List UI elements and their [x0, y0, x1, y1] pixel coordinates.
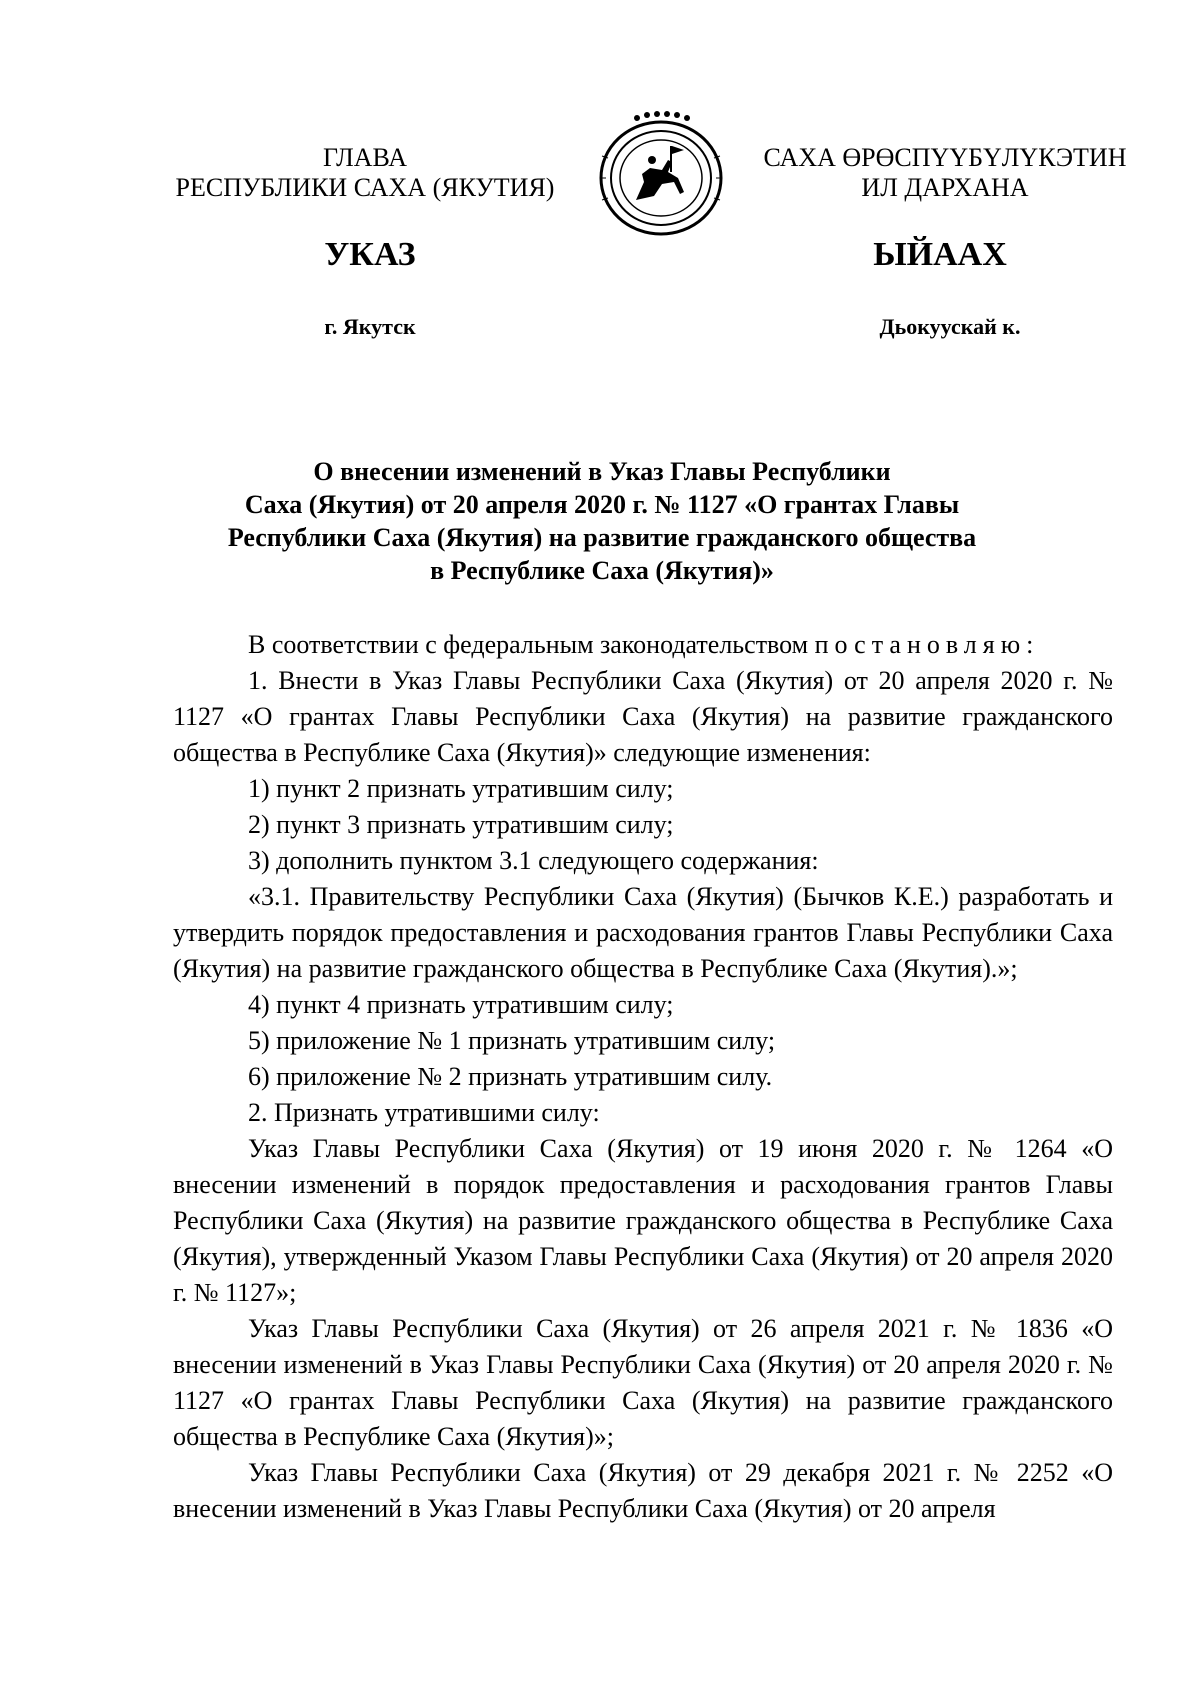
- title-line-1: О внесении изменений в Указ Главы Республики: [313, 457, 891, 486]
- paragraph-1-item-3-text: «3.1. Правительству Республики Саха (Якутия) (Бычков К.Е.) разработать и утвердить порядок предоставления и расходования грантов Главы Республики Саха (Якутия) на развитие гражданского общества в Республике Саха (Якутия).»;: [173, 882, 1113, 983]
- city-ru: г. Якутск: [324, 314, 416, 339]
- paragraph-1: 1. Внести в Указ Главы Республики Саха (Якутия) от 20 апреля 2020 г. № 1127 «О грантах Главы Республики Саха (Якутия) на развитие гражданского общества в Республике Саха (Якутия)» следующие изменения:: [173, 666, 1113, 767]
- issuer-sah-line1: САХА ӨРӨСПҮҮБҮЛҮКЭТИН: [763, 143, 1127, 172]
- resolve-word: постановляю:: [814, 630, 1040, 659]
- title-line-4: в Республике Саха (Якутия)»: [430, 556, 774, 585]
- intro-text: В соответствии с федеральным законодательством: [248, 630, 809, 659]
- paragraph-1-item-4: 4) пункт 4 признать утратившим силу;: [248, 990, 674, 1019]
- paragraph-2: 2. Признать утратившими силу:: [248, 1098, 600, 1127]
- decree-label-ru: УКАЗ: [324, 236, 416, 273]
- paragraph-1-item-2: 2) пункт 3 признать утратившим силу;: [248, 810, 674, 839]
- issuer-ru-line2: РЕСПУБЛИКИ САХА (ЯКУТИЯ): [175, 173, 555, 202]
- issuer-ru: [170, 143, 560, 203]
- issuer-ru-line1: ГЛАВА: [323, 143, 407, 172]
- issuer-sah: [760, 143, 1130, 203]
- title-line-2: Саха (Якутия) от 20 апреля 2020 г. № 1127 «О грантах Главы: [244, 490, 960, 519]
- coat-of-arms-icon: [592, 108, 730, 238]
- decree-label-sah: ЫЙААХ: [873, 236, 1007, 273]
- paragraph-1-item-3: 3) дополнить пунктом 3.1 следующего содержания:: [248, 846, 819, 875]
- title-line-3: Республики Саха (Якутия) на развитие гражданского общества: [227, 523, 977, 552]
- city-sah: Дьокуускай к.: [879, 314, 1021, 339]
- document-body: [173, 627, 1113, 1527]
- intro-paragraph: [173, 627, 1113, 663]
- paragraph-2-item-2: Указ Главы Республики Саха (Якутия) от 26 апреля 2021 г. № 1836 «О внесении изменений в Указ Главы Республики Саха (Якутия) от 20 апреля 2020 г. № 1127 «О грантах Главы Республики Саха (Якутия) на развитие гражданского общества в Республике Саха (Якутия)»;: [173, 1314, 1113, 1451]
- paragraph-1-item-1: 1) пункт 2 признать утратившим силу;: [248, 774, 674, 803]
- paragraph-1-item-5: 5) приложение № 1 признать утратившим силу;: [248, 1026, 776, 1055]
- issuer-sah-line2: ИЛ ДАРХАНА: [861, 173, 1029, 202]
- paragraph-1-item-6: 6) приложение № 2 признать утратившим силу.: [248, 1062, 773, 1091]
- document-title: [172, 455, 1032, 587]
- paragraph-2-item-3: Указ Главы Республики Саха (Якутия) от 29 декабря 2021 г. № 2252 «О внесении изменений в Указ Главы Республики Саха (Якутия) от 20 апреля: [173, 1458, 1113, 1523]
- paragraph-2-item-1: Указ Главы Республики Саха (Якутия) от 19 июня 2020 г. № 1264 «О внесении изменений в порядок предоставления и расходования грантов Главы Республики Саха (Якутия) на развитие гражданского общества в Республике Саха (Якутия), утвержденный Указом Главы Республики Саха (Якутия) от 20 апреля 2020 г. № 1127»;: [173, 1134, 1113, 1307]
